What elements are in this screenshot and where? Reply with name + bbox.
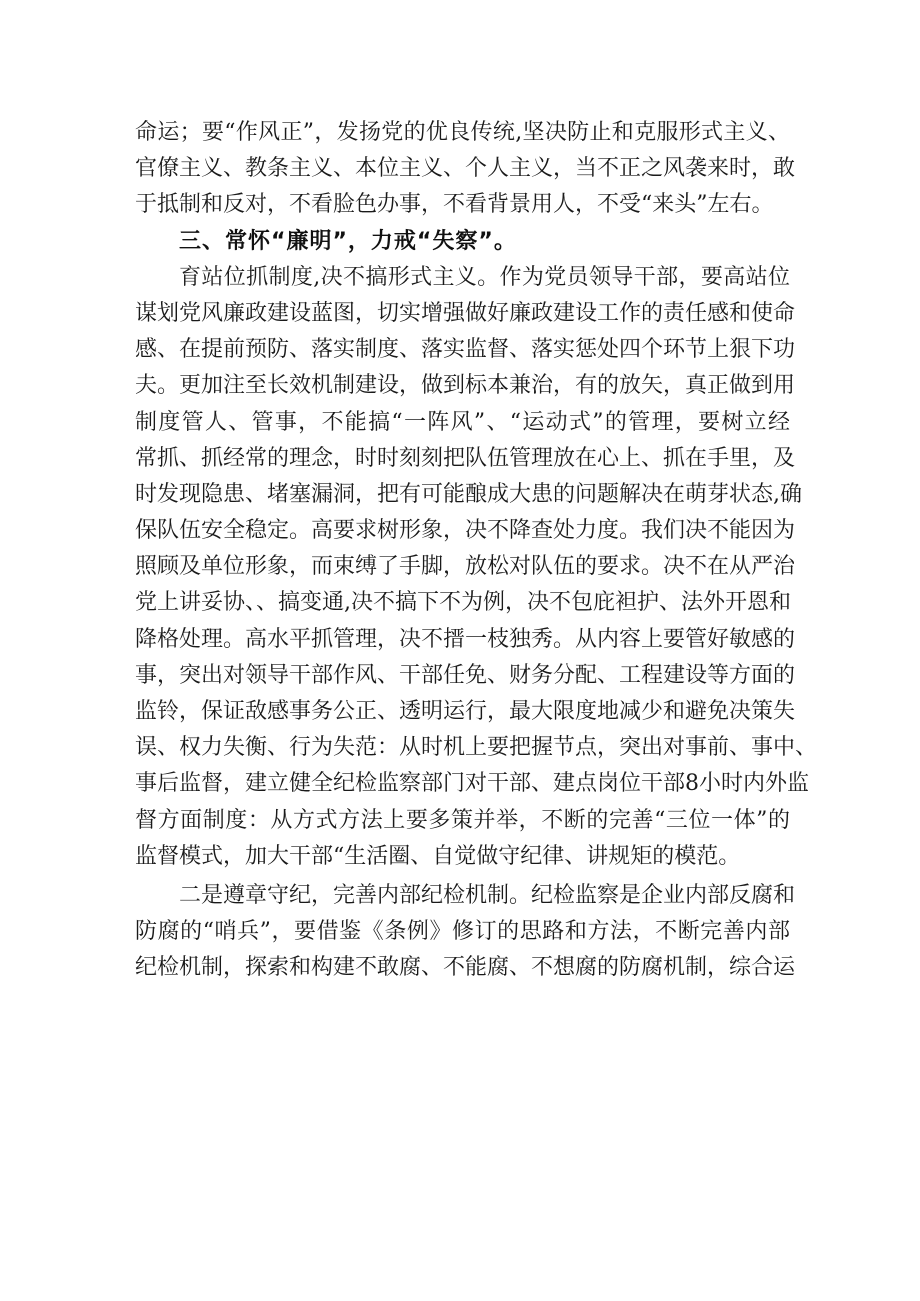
text-line: 党上讲妥协、、搞变通,决不搞下不为例，决不包庇袒护、法外开恩和: [135, 590, 791, 616]
text-line: 纪检机制，探索和构建不敢腐、不能腐、不想腐的防腐机制，综合运: [135, 955, 796, 981]
text-line: 命运；要“作风正”，发扬党的优良传统,坚决防止和克服形式主义、: [135, 120, 790, 145]
paragraph-3: [135, 878, 796, 987]
text-line: 谋划党风廉政建设蓝图，切实增强做好廉政建设工作的责任感和使命: [135, 300, 796, 326]
text-line: 督方面制度：从方式方法上要多策并举，不断的完善“三位一体”的: [135, 807, 790, 833]
section-heading: 三、常怀“廉明”，力戒“失察”。: [179, 228, 517, 254]
text-line: 育站位抓制度,决不搞形式主义。作为党员领导干部，要高站位: [179, 264, 790, 290]
text-line: 二是遵章守纪，完善内部纪检机制。纪检监察是企业内部反腐和: [179, 882, 796, 908]
text-line: 降格处理。高水平抓管理，决不搢一枝独秀。从内容上要管好敏感的: [135, 626, 796, 652]
text-line: 监督模式，加大干部“生活圈、自觉做守纪律、讲规矩的模范。: [135, 843, 741, 869]
text-line: 事，突出对领导干部作风、干部任免、财务分配、工程建设等方面的: [135, 662, 796, 688]
text-line: 于抵制和反对，不看脸色办事，不看背景用人，不受“来头”左右。: [135, 192, 774, 218]
paragraph-2: [135, 260, 818, 875]
text-line: 感、在提前预防、落实制度、落实监督、落实惩处四个环节上狠下功: [135, 337, 796, 363]
text-line: 误、权力失衡、行为失范：从时机上要把握节点，突出对事前、事中、: [135, 735, 818, 761]
text-line: 时发现隐患、堵塞漏洞，把有可能酿成大患的问题解决在萌芽状态,确: [135, 481, 802, 507]
text-line: 官僚主义、教条主义、本位主义、个人主义，当不正之风袭来时，敢: [135, 156, 796, 182]
document-body: [135, 115, 818, 987]
text-line: 制度管人、管事，不能搞“一阵风”、“运动式”的管理，要树立经: [135, 409, 790, 435]
paragraph-1: [135, 115, 796, 224]
text-line: 夫。更加注至长效机制建设，做到标本兼治，有的放矢，真正做到用: [135, 373, 796, 399]
text-line: 常抓、抓经常的理念，时时刻刻把队伍管理放在心上、抓在手里，及: [135, 445, 796, 471]
text-line: 事后监督，建立健全纪检监察部门对干部、建点岗位干部8小时内外监: [135, 771, 809, 797]
text-line: 监铃，保证敌感事务公正、透明运行，最大限度地减少和避免决策失: [135, 699, 796, 724]
text-line: 防腐的“哨兵”，要借鉴《条例》修订的思路和方法，不断完善内部: [135, 919, 790, 945]
text-line: 照顾及单位形象，而束缚了手脚，放松对队伍的要求。决不在从严治: [135, 554, 796, 580]
text-line: 保队伍安全稳定。高要求树形象，决不降查处力度。我们决不能因为: [135, 518, 796, 544]
